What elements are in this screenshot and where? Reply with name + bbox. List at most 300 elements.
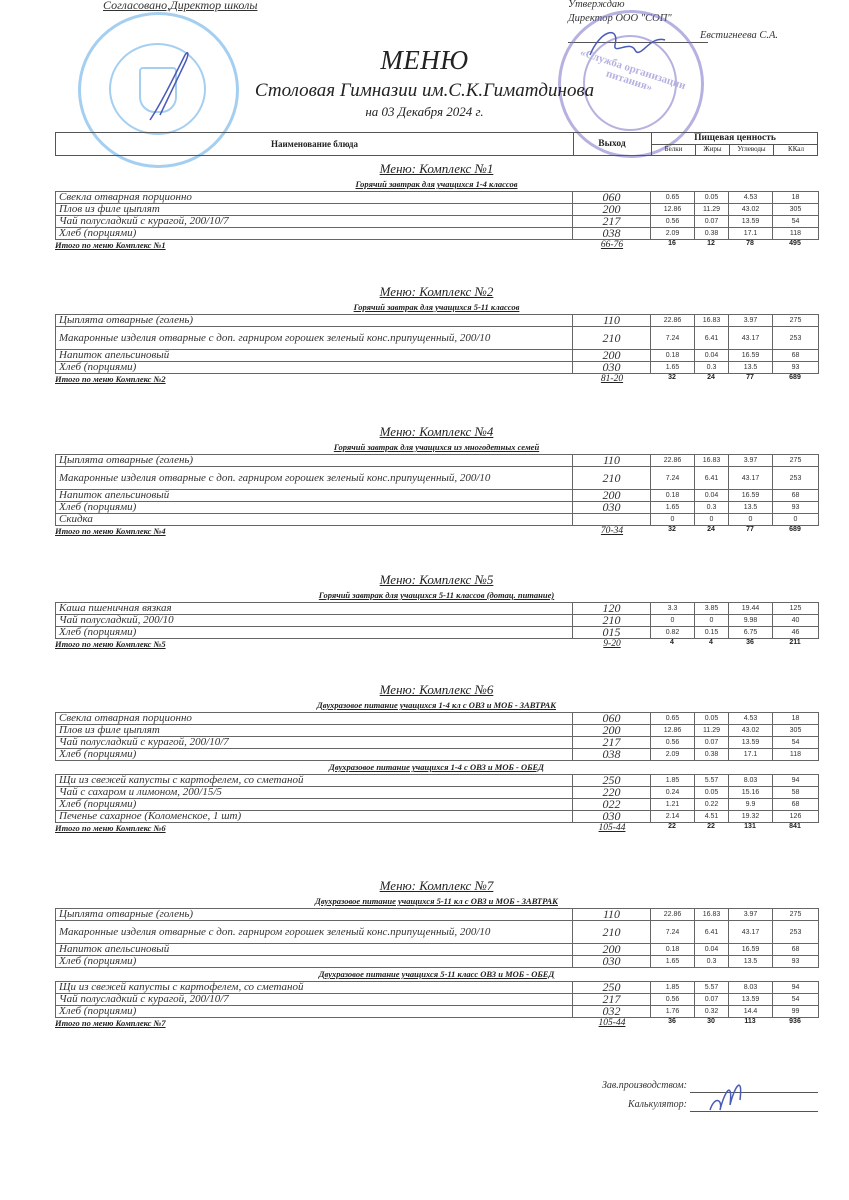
- total-label: Итого по меню Комплекс №1: [55, 240, 166, 250]
- dish-kcal: 118: [773, 228, 819, 240]
- total-price-code: 70-34: [600, 526, 624, 536]
- group-subtitle: Горячий завтрак для учащихся из многодетных семей: [333, 442, 540, 452]
- dish-kcal: 54: [773, 994, 819, 1006]
- dish-row: [56, 350, 819, 362]
- dish-carbs: 3.97: [729, 455, 773, 467]
- dish-kcal: 40: [773, 615, 819, 627]
- group-subtitle: Горячий завтрак для учащихся 5-11 классов (дотац. питание): [318, 590, 555, 600]
- dish-name: Плов из филе цыплят: [56, 204, 573, 216]
- dish-row: [56, 216, 819, 228]
- dish-proteins: 0.18: [651, 944, 695, 956]
- dish-carbs: 3.97: [729, 315, 773, 327]
- total-carbs: 36: [746, 639, 754, 646]
- dish-carbs: 43.17: [729, 921, 773, 944]
- dish-proteins: 22.86: [651, 315, 695, 327]
- dish-name: Чай полусладкий с курагой, 200/10/7: [56, 216, 573, 228]
- dish-fats: 6.41: [695, 467, 729, 490]
- dish-carbs: 8.03: [729, 775, 773, 787]
- dish-fats: 16.83: [695, 909, 729, 921]
- total-kcal: 936: [789, 1018, 801, 1025]
- dish-carbs: 4.53: [729, 713, 773, 725]
- total-proteins: 4: [670, 639, 674, 646]
- dish-fats: 0.38: [695, 228, 729, 240]
- dish-fats: 4.51: [695, 811, 729, 823]
- dish-output: [573, 514, 651, 526]
- dish-output: 038: [573, 749, 651, 761]
- production-head-label: Зав.производством:: [601, 1080, 687, 1091]
- dish-row: [56, 799, 819, 811]
- group-subtitle: Двухразовое питание учащихся 1-4 с ОВЗ и МОБ - ОБЕД: [329, 762, 544, 772]
- dish-fats: 0.3: [695, 502, 729, 514]
- dish-carbs: 13.59: [729, 994, 773, 1006]
- dish-carbs: 6.75: [729, 627, 773, 639]
- dish-kcal: 275: [773, 455, 819, 467]
- dish-name: Хлеб (порциями): [56, 502, 573, 514]
- dish-fats: 3.85: [695, 603, 729, 615]
- dish-carbs: 43.17: [729, 467, 773, 490]
- dish-kcal: 94: [773, 982, 819, 994]
- section-total-row: [55, 526, 818, 539]
- column-group-nutrition: [651, 133, 818, 155]
- dish-kcal: 253: [773, 327, 819, 350]
- total-price-code: 105-44: [598, 823, 626, 833]
- dish-name: Плов из филе цыплят: [56, 725, 573, 737]
- dish-output: 210: [573, 327, 651, 350]
- column-header-fats: Жиры: [696, 144, 730, 155]
- dish-fats: 0.05: [695, 787, 729, 799]
- dish-carbs: 9.9: [729, 799, 773, 811]
- dish-name: Хлеб (порциями): [56, 362, 573, 374]
- dish-output: 217: [573, 216, 651, 228]
- total-label: Итого по меню Комплекс №4: [55, 526, 166, 536]
- dish-output: 210: [573, 615, 651, 627]
- dish-row: [56, 204, 819, 216]
- menu-section: [55, 877, 818, 1031]
- dish-proteins: 0.18: [651, 350, 695, 362]
- dish-carbs: 17.1: [729, 228, 773, 240]
- dish-row: [56, 490, 819, 502]
- dish-carbs: 8.03: [729, 982, 773, 994]
- dish-row: [56, 362, 819, 374]
- total-price-code: 81-20: [600, 374, 624, 384]
- dish-kcal: 0: [773, 514, 819, 526]
- dish-row: [56, 603, 819, 615]
- dish-proteins: 1.65: [651, 362, 695, 374]
- dish-proteins: 2.14: [651, 811, 695, 823]
- dish-fats: 16.83: [695, 315, 729, 327]
- dish-name: Печенье сахарное (Коломенское, 1 шт): [56, 811, 573, 823]
- dish-proteins: 3.3: [651, 603, 695, 615]
- dish-fats: 0.07: [695, 216, 729, 228]
- dish-name: Хлеб (порциями): [56, 956, 573, 968]
- section-total-row: [55, 240, 818, 253]
- dish-name: Хлеб (порциями): [56, 799, 573, 811]
- dish-kcal: 99: [773, 1006, 819, 1018]
- total-label: Итого по меню Комплекс №6: [55, 823, 166, 833]
- dish-fats: 6.41: [695, 921, 729, 944]
- dish-kcal: 46: [773, 627, 819, 639]
- footer-signature-icon: [705, 1075, 755, 1115]
- dish-carbs: 19.32: [729, 811, 773, 823]
- dish-output: 210: [573, 921, 651, 944]
- group-subtitle: Горячий завтрак для учащихся 1-4 классов: [355, 179, 518, 189]
- dish-proteins: 7.24: [651, 327, 695, 350]
- total-fats: 30: [707, 1018, 715, 1025]
- dish-name: Цыплята отварные (голень): [56, 315, 573, 327]
- dish-proteins: 0.56: [651, 737, 695, 749]
- total-fats: 4: [709, 639, 713, 646]
- dish-carbs: 14.4: [729, 1006, 773, 1018]
- section-title: Меню: Комплекс №4: [379, 424, 494, 439]
- dish-kcal: 126: [773, 811, 819, 823]
- dish-output: 030: [573, 502, 651, 514]
- total-kcal: 841: [789, 823, 801, 830]
- dish-output: 030: [573, 956, 651, 968]
- dish-proteins: 2.09: [651, 228, 695, 240]
- dish-proteins: 0.65: [651, 192, 695, 204]
- section-total-row: [55, 1018, 818, 1031]
- dish-table: [55, 314, 819, 374]
- dish-table: [55, 191, 819, 240]
- dish-kcal: 93: [773, 956, 819, 968]
- dish-proteins: 22.86: [651, 455, 695, 467]
- total-fats: 22: [707, 823, 715, 830]
- dish-carbs: 0: [729, 514, 773, 526]
- column-header-nutrition: Пищевая ценность: [652, 133, 818, 145]
- dish-name: Каша пшеничная вязкая: [56, 603, 573, 615]
- dish-carbs: 4.53: [729, 192, 773, 204]
- approved-by-school-director: Согласовано,Директор школы: [103, 0, 258, 12]
- dish-row: [56, 455, 819, 467]
- dish-carbs: 3.97: [729, 909, 773, 921]
- dish-output: 030: [573, 362, 651, 374]
- dish-fats: 0.22: [695, 799, 729, 811]
- dish-carbs: 16.59: [729, 490, 773, 502]
- dish-table: [55, 774, 819, 823]
- dish-row: [56, 514, 819, 526]
- dish-output: 200: [573, 725, 651, 737]
- dish-kcal: 58: [773, 787, 819, 799]
- dish-proteins: 12.86: [651, 725, 695, 737]
- menu-section: [55, 681, 818, 836]
- dish-kcal: 54: [773, 737, 819, 749]
- section-title: Меню: Комплекс №6: [379, 682, 494, 697]
- calculator-label: Калькулятор:: [628, 1099, 687, 1110]
- dish-proteins: 0: [651, 514, 695, 526]
- dish-name: Чай полусладкий с курагой, 200/10/7: [56, 994, 573, 1006]
- dish-proteins: 1.85: [651, 982, 695, 994]
- dish-kcal: 18: [773, 192, 819, 204]
- group-subtitle: Двухразовое питание учащихся 1-4 кл с ОВЗ и МОБ - ЗАВТРАК: [316, 700, 557, 710]
- dish-name: Напиток апельсиновый: [56, 350, 573, 362]
- dish-fats: 0.3: [695, 956, 729, 968]
- dish-fats: 5.57: [695, 982, 729, 994]
- dish-kcal: 275: [773, 315, 819, 327]
- section-title: Меню: Комплекс №1: [379, 161, 494, 176]
- dish-name: Напиток апельсиновый: [56, 490, 573, 502]
- dish-row: [56, 909, 819, 921]
- dish-output: 110: [573, 315, 651, 327]
- total-carbs: 131: [744, 823, 756, 830]
- dish-row: [56, 502, 819, 514]
- dish-row: [56, 994, 819, 1006]
- dish-carbs: 13.59: [729, 216, 773, 228]
- column-header-proteins: Белки: [652, 144, 696, 155]
- dish-name: Свекла отварная порционно: [56, 713, 573, 725]
- dish-name: Макаронные изделия отварные с доп. гарниром горошек зеленый конс.припущенный, 200/10: [56, 921, 573, 944]
- dish-output: 200: [573, 350, 651, 362]
- dish-row: [56, 956, 819, 968]
- dish-carbs: 43.17: [729, 327, 773, 350]
- section-total-row: [55, 639, 818, 652]
- dish-name: Хлеб (порциями): [56, 1006, 573, 1018]
- dish-fats: 0.04: [695, 350, 729, 362]
- dish-row: [56, 787, 819, 799]
- dish-proteins: 1.21: [651, 799, 695, 811]
- dish-proteins: 1.85: [651, 775, 695, 787]
- dish-row: [56, 737, 819, 749]
- total-label: Итого по меню Комплекс №5: [55, 639, 166, 649]
- dish-table: [55, 602, 819, 639]
- dish-carbs: 13.5: [729, 362, 773, 374]
- dish-table: [55, 908, 819, 968]
- dish-proteins: 0: [651, 615, 695, 627]
- dish-row: [56, 467, 819, 490]
- dish-kcal: 118: [773, 749, 819, 761]
- dish-proteins: 0.56: [651, 994, 695, 1006]
- dish-output: 200: [573, 944, 651, 956]
- dish-fats: 0: [695, 615, 729, 627]
- dish-kcal: 253: [773, 921, 819, 944]
- dish-proteins: 1.65: [651, 502, 695, 514]
- dish-fats: 5.57: [695, 775, 729, 787]
- dish-name: Напиток апельсиновый: [56, 944, 573, 956]
- dish-fats: 0.07: [695, 737, 729, 749]
- document-title: МЕНЮ: [380, 45, 469, 75]
- dish-row: [56, 627, 819, 639]
- dish-proteins: 0.65: [651, 713, 695, 725]
- section-total-row: [55, 374, 818, 387]
- company-stamp-text: «Служба организации питания»: [578, 46, 688, 94]
- dish-carbs: 15.16: [729, 787, 773, 799]
- section-total-row: [55, 823, 818, 836]
- total-carbs: 77: [746, 526, 754, 533]
- dish-carbs: 13.5: [729, 956, 773, 968]
- dish-kcal: 68: [773, 944, 819, 956]
- dish-row: [56, 327, 819, 350]
- total-proteins: 32: [668, 526, 676, 533]
- dish-proteins: 0.18: [651, 490, 695, 502]
- dish-output: 015: [573, 627, 651, 639]
- dish-name: Чай полусладкий, 200/10: [56, 615, 573, 627]
- dish-name: Хлеб (порциями): [56, 228, 573, 240]
- dish-proteins: 7.24: [651, 921, 695, 944]
- dish-row: [56, 749, 819, 761]
- dish-table: [55, 712, 819, 761]
- dish-output: 110: [573, 909, 651, 921]
- dish-row: [56, 192, 819, 204]
- dish-kcal: 18: [773, 713, 819, 725]
- dish-kcal: 68: [773, 490, 819, 502]
- total-price-code: 9-20: [603, 639, 621, 649]
- dish-carbs: 43.02: [729, 725, 773, 737]
- dish-kcal: 93: [773, 502, 819, 514]
- dish-kcal: 54: [773, 216, 819, 228]
- column-header-dish: Наименование блюда: [56, 133, 574, 155]
- total-carbs: 78: [746, 240, 754, 247]
- dish-row: [56, 982, 819, 994]
- approver-name: Евстигнеева С.А.: [700, 30, 778, 41]
- menu-section: [55, 283, 818, 387]
- dish-proteins: 0.82: [651, 627, 695, 639]
- dish-fats: 0.05: [695, 713, 729, 725]
- dish-name: Чай с сахаром и лимоном, 200/15/5: [56, 787, 573, 799]
- dish-carbs: 13.5: [729, 502, 773, 514]
- dish-output: 032: [573, 1006, 651, 1018]
- total-proteins: 32: [668, 374, 676, 381]
- dish-carbs: 19.44: [729, 603, 773, 615]
- dish-output: 200: [573, 204, 651, 216]
- dish-output: 217: [573, 737, 651, 749]
- dish-kcal: 94: [773, 775, 819, 787]
- dish-table: [55, 454, 819, 526]
- dish-fats: 11.29: [695, 725, 729, 737]
- dish-fats: 16.83: [695, 455, 729, 467]
- dish-row: [56, 713, 819, 725]
- dish-proteins: 22.86: [651, 909, 695, 921]
- column-header-carbs: Углеводы: [730, 144, 774, 155]
- dish-fats: 0.05: [695, 192, 729, 204]
- total-proteins: 22: [668, 823, 676, 830]
- dish-row: [56, 775, 819, 787]
- total-proteins: 36: [668, 1018, 676, 1025]
- dish-proteins: 0.56: [651, 216, 695, 228]
- dish-name: Цыплята отварные (голень): [56, 455, 573, 467]
- dish-fats: 0.04: [695, 944, 729, 956]
- dish-kcal: 305: [773, 204, 819, 216]
- total-kcal: 689: [789, 374, 801, 381]
- dish-name: Хлеб (порциями): [56, 627, 573, 639]
- dish-proteins: 1.76: [651, 1006, 695, 1018]
- dish-proteins: 2.09: [651, 749, 695, 761]
- dish-fats: 0.07: [695, 994, 729, 1006]
- dish-kcal: 275: [773, 909, 819, 921]
- dish-row: [56, 921, 819, 944]
- column-header-kcal: ККал: [788, 145, 804, 153]
- total-carbs: 113: [744, 1018, 756, 1025]
- dish-kcal: 125: [773, 603, 819, 615]
- dish-output: 030: [573, 811, 651, 823]
- dish-name: Скидка: [56, 514, 573, 526]
- dish-output: 220: [573, 787, 651, 799]
- dish-name: Чай полусладкий с курагой, 200/10/7: [56, 737, 573, 749]
- table-header: [55, 132, 818, 156]
- menu-section: [55, 160, 818, 253]
- dish-carbs: 9.98: [729, 615, 773, 627]
- dish-output: 060: [573, 713, 651, 725]
- dish-kcal: 68: [773, 350, 819, 362]
- total-fats: 12: [707, 240, 715, 247]
- dish-carbs: 17.1: [729, 749, 773, 761]
- dish-output: 060: [573, 192, 651, 204]
- group-subtitle: Двухразовое питание учащихся 5-11 кл с ОВЗ и МОБ - ЗАВТРАК: [315, 896, 558, 906]
- total-kcal: 495: [789, 240, 801, 247]
- dish-output: 110: [573, 455, 651, 467]
- total-proteins: 16: [668, 240, 676, 247]
- menu-date: на 03 Декабря 2024 г.: [365, 104, 484, 119]
- approved-label: Утверждаю: [568, 0, 625, 10]
- dish-row: [56, 315, 819, 327]
- dish-proteins: 12.86: [651, 204, 695, 216]
- group-subtitle: Горячий завтрак для учащихся 5-11 классов: [353, 302, 520, 312]
- total-carbs: 77: [746, 374, 754, 381]
- dish-name: Макаронные изделия отварные с доп. гарниром горошек зеленый конс.припущенный, 200/10: [56, 467, 573, 490]
- total-fats: 24: [707, 374, 715, 381]
- dish-output: 200: [573, 490, 651, 502]
- dish-row: [56, 615, 819, 627]
- dish-output: 038: [573, 228, 651, 240]
- dish-fats: 0.15: [695, 627, 729, 639]
- dish-output: 022: [573, 799, 651, 811]
- section-title: Меню: Комплекс №2: [379, 284, 494, 299]
- dish-proteins: 0.24: [651, 787, 695, 799]
- total-label: Итого по меню Комплекс №2: [55, 374, 166, 384]
- dish-proteins: 1.65: [651, 956, 695, 968]
- dish-proteins: 7.24: [651, 467, 695, 490]
- total-kcal: 689: [789, 526, 801, 533]
- dish-carbs: 13.59: [729, 737, 773, 749]
- dish-fats: 0: [695, 514, 729, 526]
- dish-carbs: 16.59: [729, 350, 773, 362]
- dish-kcal: 68: [773, 799, 819, 811]
- dish-name: Щи из свежей капусты с картофелем, со сметаной: [56, 775, 573, 787]
- dish-fats: 11.29: [695, 204, 729, 216]
- dish-name: Хлеб (порциями): [56, 749, 573, 761]
- total-label: Итого по меню Комплекс №7: [55, 1018, 166, 1028]
- dish-name: Щи из свежей капусты с картофелем, со сметаной: [56, 982, 573, 994]
- total-fats: 24: [707, 526, 715, 533]
- dish-fats: 0.32: [695, 1006, 729, 1018]
- dish-name: Цыплята отварные (голень): [56, 909, 573, 921]
- dish-fats: 0.38: [695, 749, 729, 761]
- dish-row: [56, 811, 819, 823]
- total-price-code: 105-44: [598, 1018, 626, 1028]
- section-title: Меню: Комплекс №7: [379, 878, 494, 893]
- total-price-code: 66-76: [600, 240, 624, 250]
- menu-section: [55, 423, 818, 539]
- dish-fats: 0.3: [695, 362, 729, 374]
- dish-kcal: 93: [773, 362, 819, 374]
- dish-fats: 6.41: [695, 327, 729, 350]
- section-title: Меню: Комплекс №5: [379, 572, 494, 587]
- dish-name: Макаронные изделия отварные с доп. гарниром горошек зеленый конс.припущенный, 200/10: [56, 327, 573, 350]
- column-header-output: Выход: [598, 139, 626, 149]
- dish-row: [56, 1006, 819, 1018]
- dish-output: 217: [573, 994, 651, 1006]
- approver-title: Директор ООО "СОП": [568, 13, 672, 24]
- dish-name: Свекла отварная порционно: [56, 192, 573, 204]
- dish-kcal: 253: [773, 467, 819, 490]
- dish-output: 120: [573, 603, 651, 615]
- dish-kcal: 305: [773, 725, 819, 737]
- dish-carbs: 43.02: [729, 204, 773, 216]
- dish-fats: 0.04: [695, 490, 729, 502]
- dish-row: [56, 944, 819, 956]
- dish-row: [56, 725, 819, 737]
- menu-section: [55, 571, 818, 652]
- dish-carbs: 16.59: [729, 944, 773, 956]
- total-kcal: 211: [789, 639, 801, 646]
